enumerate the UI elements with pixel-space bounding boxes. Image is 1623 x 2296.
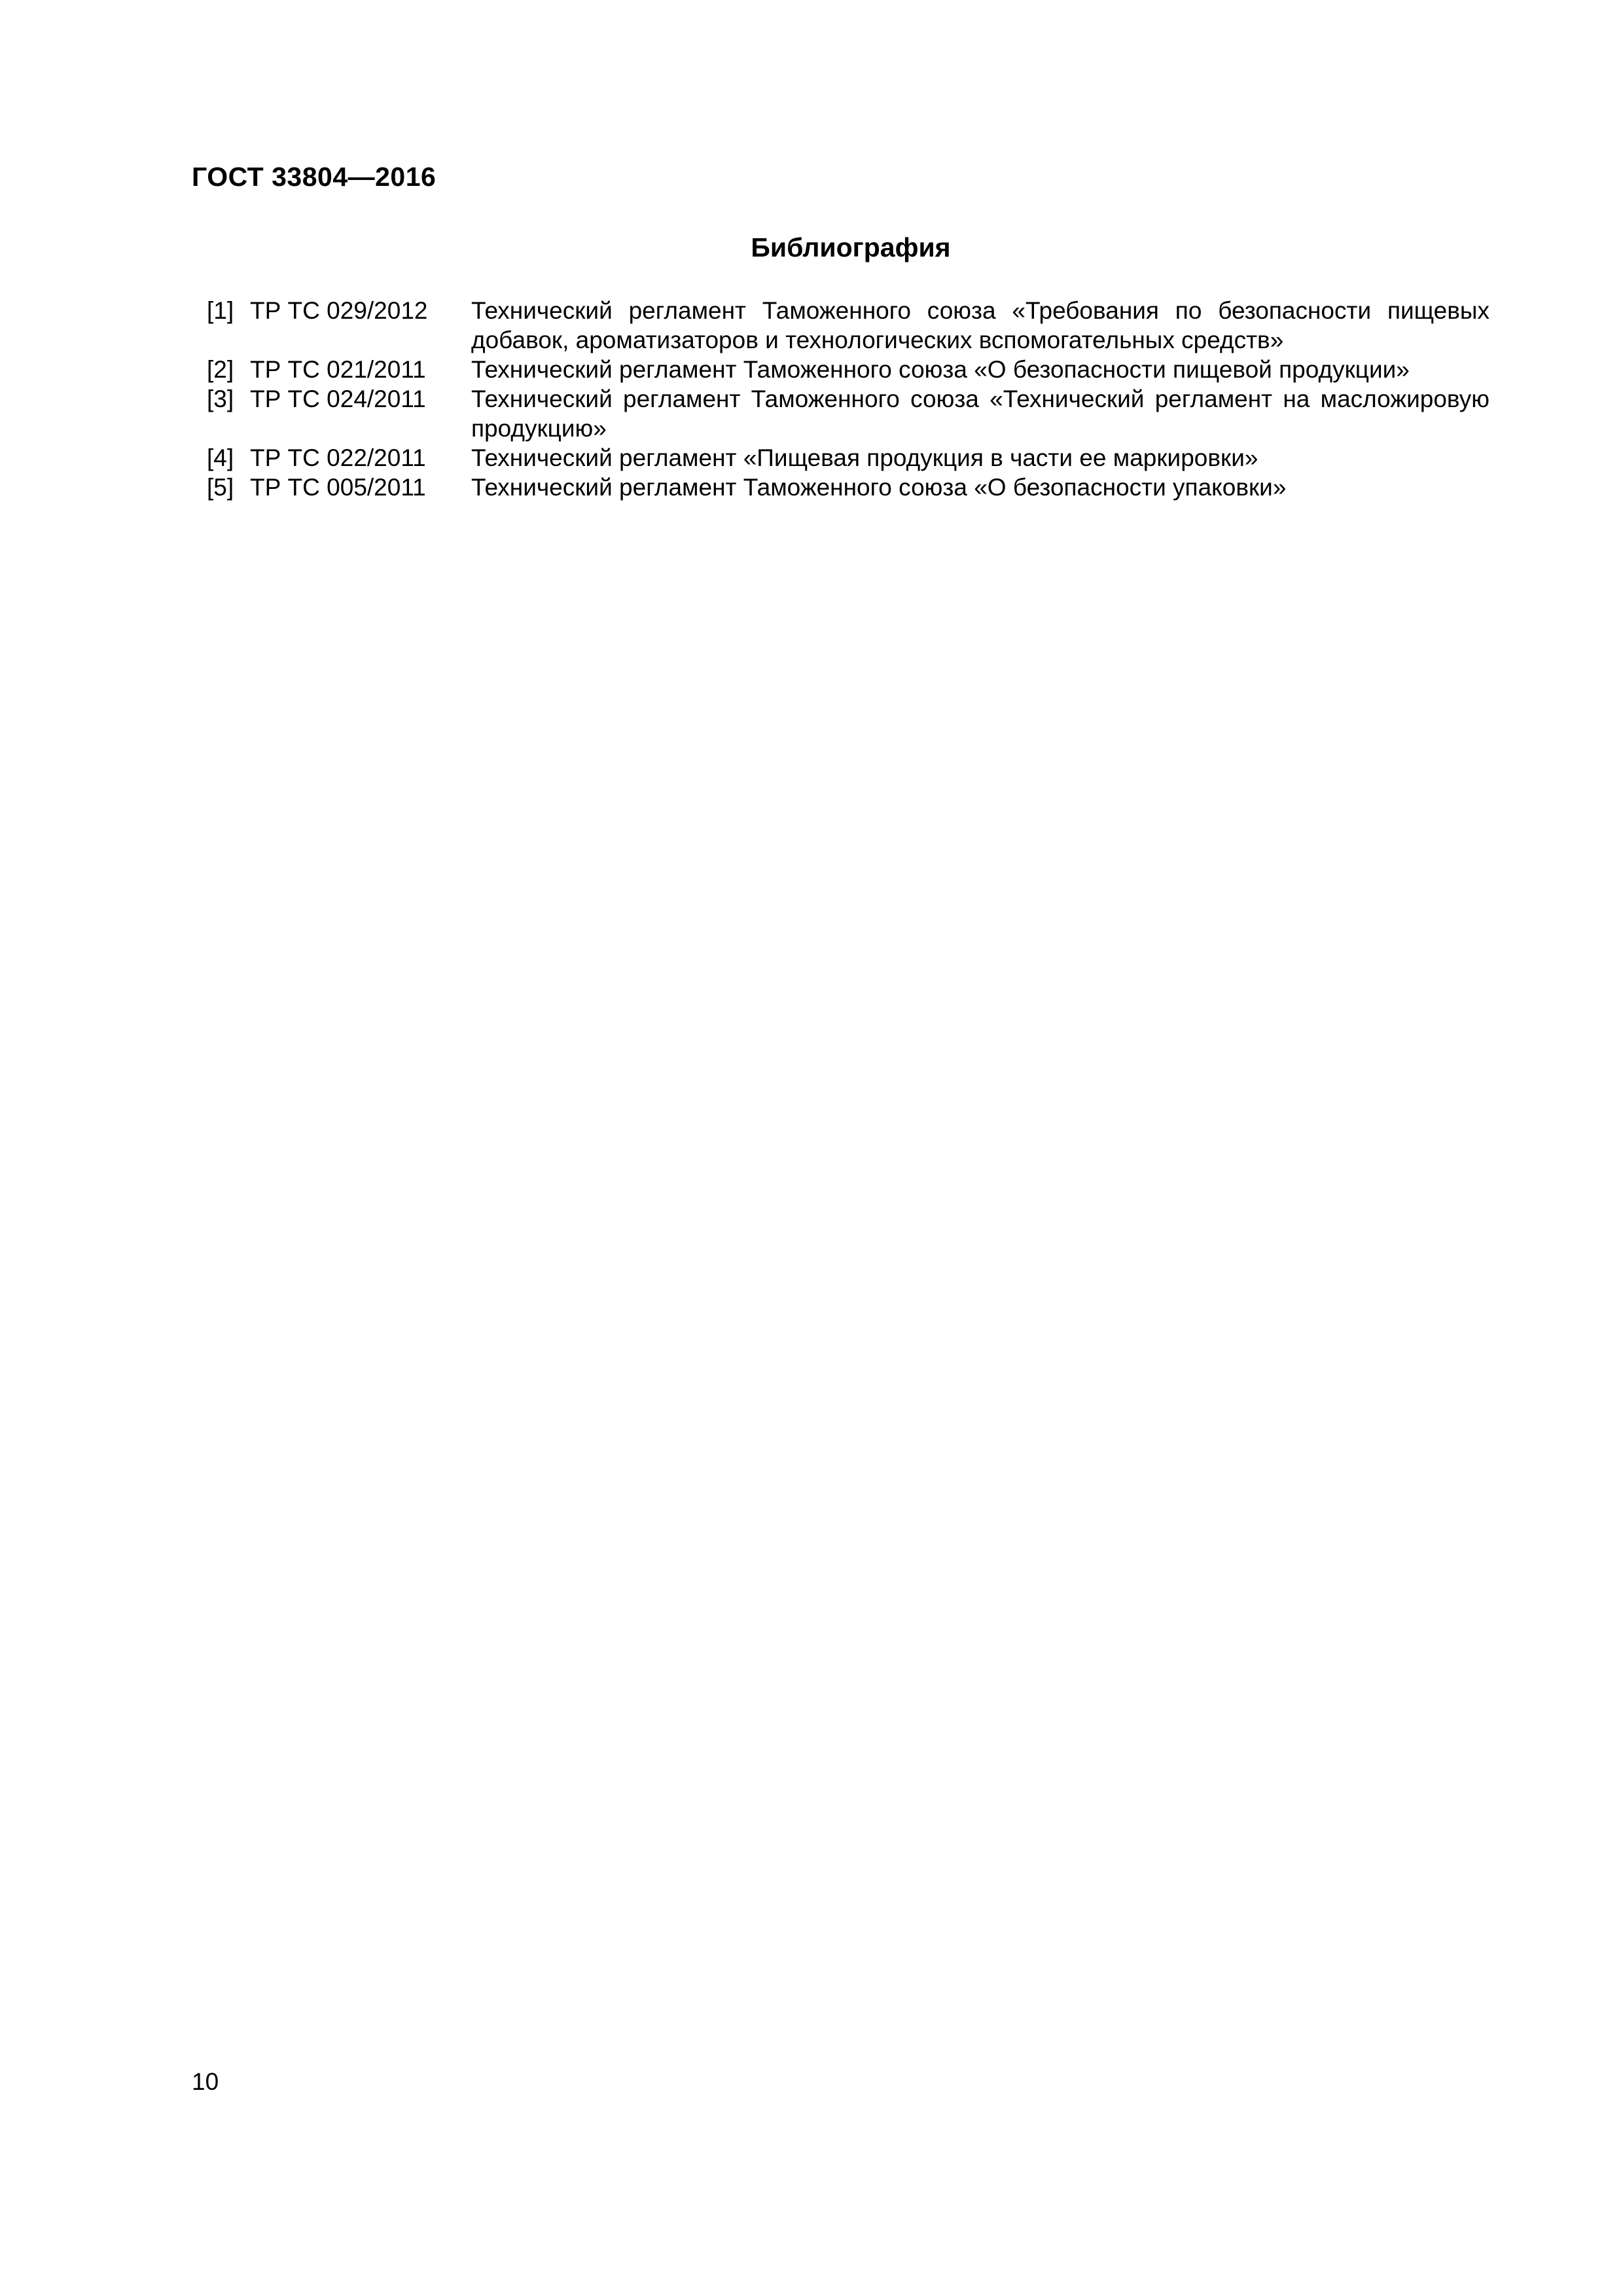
- entry-number: [1]: [207, 297, 234, 324]
- entry-number: [5]: [207, 474, 234, 501]
- bibliography-entry: [207, 473, 1489, 502]
- entry-number: [2]: [207, 356, 234, 383]
- entry-number: [4]: [207, 444, 234, 471]
- entry-code: ТР ТС 022/2011: [250, 444, 426, 471]
- entry-code: ТР ТС 005/2011: [250, 474, 426, 501]
- bibliography-entry: [207, 296, 1489, 355]
- bibliography-list: [207, 296, 1489, 502]
- entry-code: ТР ТС 029/2012: [250, 297, 428, 324]
- entry-description: Технический регламент Таможенного союза «О безопасности упаковки»: [471, 474, 1287, 501]
- page-number: 10: [192, 2068, 219, 2095]
- entry-description: Технический регламент Таможенного союза «Требования по безопасности пищевых добавок, ароматизаторов и технологических вспомогательных средств»: [471, 297, 1489, 353]
- entry-code: ТР ТС 024/2011: [250, 386, 426, 412]
- bibliography-entry: [207, 384, 1489, 443]
- bibliography-entry: [207, 355, 1489, 384]
- entry-number: [3]: [207, 386, 234, 412]
- entry-code: ТР ТС 021/2011: [250, 356, 426, 383]
- section-title: Библиография: [751, 232, 951, 262]
- entry-description: Технический регламент Таможенного союза «Технический регламент на масложировую продукцию»: [471, 386, 1489, 442]
- bibliography-entry: [207, 443, 1489, 473]
- entry-description: Технический регламент «Пищевая продукция в части ее маркировки»: [471, 444, 1258, 471]
- document-header-standard: ГОСТ 33804—2016: [192, 162, 437, 192]
- entry-description: Технический регламент Таможенного союза «О безопасности пищевой продукции»: [471, 356, 1410, 383]
